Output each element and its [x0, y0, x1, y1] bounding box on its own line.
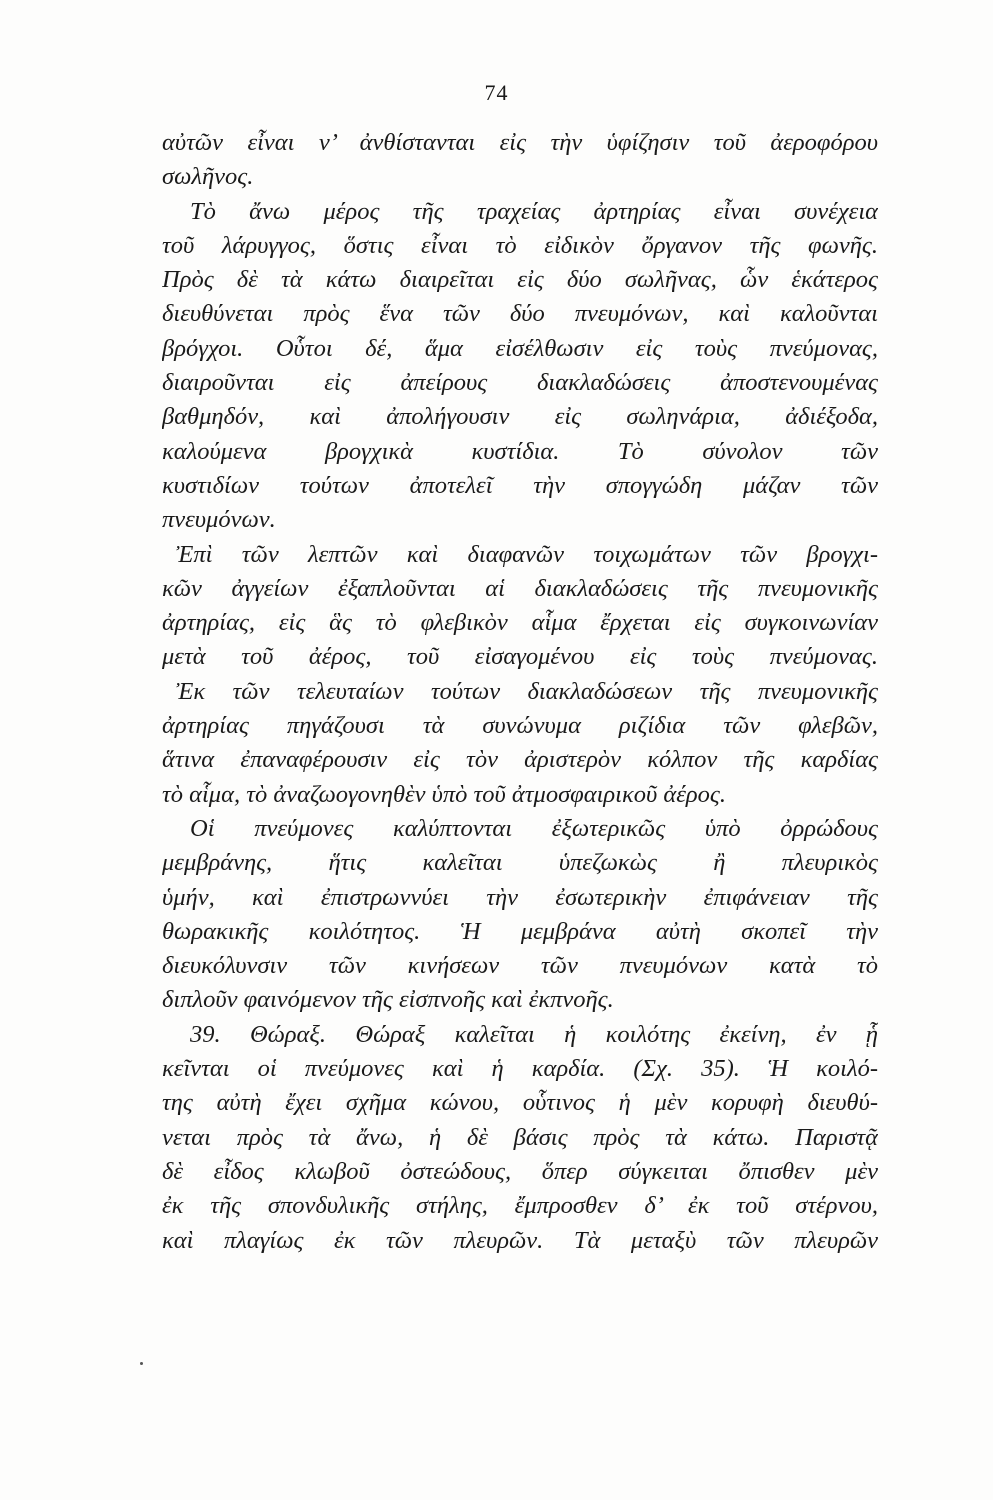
text-line: ὑμήν, καὶ ἐπιστρωννύει τὴν ἐσωτερικὴν ἐπιφάνειαν τῆς — [162, 883, 878, 911]
text-line: αὐτῶν εἶναι ν’ ἀνθίστανται εἰς τὴν ὑφίζησιν τοῦ ἀεροφόρου — [162, 129, 878, 156]
text-line: Τὸ ἄνω μέρος τῆς τραχείας ἀρτηρίας εἶναι συνέχεια — [190, 197, 878, 225]
text-line: ἅτινα ἐπαναφέρουσιν εἰς τὸν ἀριστερὸν κόλπον τῆς καρδίας — [162, 746, 878, 774]
text-line: καλούμενα βρογχικὰ κυστίδια. Τὸ σύνολον τῶν — [162, 437, 878, 465]
text-line: νεται πρὸς τὰ ἄνω, ἡ δὲ βάσις πρὸς τὰ κάτω. Παριστᾷ — [162, 1123, 878, 1151]
text-line: θωρακικῆς κοιλότητος. Ἡ μεμβράνα αὐτὴ σκοπεῖ τὴν — [162, 917, 878, 945]
text-line: ἀρτηρίας, εἰς ἃς τὸ φλεβικὸν αἷμα ἔρχεται εἰς συγκοινωνίαν — [162, 609, 878, 637]
text-line: μεμβράνης, ἥτις καλεῖται ὑπεζωκὼς ἢ πλευρικὸς — [162, 849, 878, 877]
text-line: κῶν ἀγγείων ἐξαπλοῦνται αἱ διακλαδώσεις τῆς πνευμονικῆς — [162, 574, 878, 602]
text-line: διπλοῦν φαινόμενον τῆς εἰσπνοῆς καὶ ἐκπνοῆς. — [162, 986, 614, 1014]
body-text — [162, 126, 878, 1258]
text-line: καὶ πλαγίως ἐκ τῶν πλευρῶν. Τὰ μεταξὺ τῶν πλευρῶν — [162, 1226, 878, 1254]
text-line: Πρὸς δὲ τὰ κάτω διαιρεῖται εἰς δύο σωλῆνας, ὧν ἑκάτερος — [162, 266, 878, 294]
text-line: σωλῆνος. — [162, 163, 254, 191]
text-line: ἐκ τῆς σπονδυλικῆς στήλης, ἔμπροσθεν δ’ ἐκ τοῦ στέρνου, — [162, 1192, 878, 1220]
text-line: Ἐκ τῶν τελευταίων τούτων διακλαδώσεων τῆς πνευμονικῆς — [176, 677, 878, 705]
text-line: Οἱ πνεύμονες καλύπτονται ἐξωτερικῶς ὑπὸ ὀρρώδους — [190, 814, 878, 842]
text-line: διευθύνεται πρὸς ἕνα τῶν δύο πνευμόνων, καὶ καλοῦνται — [162, 300, 878, 328]
text-line: διευκόλυνσιν τῶν κινήσεων τῶν πνευμόνων κατὰ τὸ — [162, 952, 878, 980]
text-line: 39. Θώραξ. Θώραξ καλεῖται ἡ κοιλότης ἐκείνη, ἐν ᾗ — [190, 1020, 878, 1048]
text-line: βαθμηδόν, καὶ ἀπολήγουσιν εἰς σωληνάρια, ἀδιέξοδα, — [162, 403, 878, 431]
text-line: βρόγχοι. Οὗτοι δέ, ἅμα εἰσέλθωσιν εἰς τοὺς πνεύμονας, — [162, 334, 878, 362]
text-line: πνευμόνων. — [162, 506, 276, 534]
page-number: 74 — [484, 80, 509, 105]
text-line: κεῖνται οἱ πνεύμονες καὶ ἡ καρδία. (Σχ. 35). Ἡ κοιλό- — [162, 1055, 878, 1083]
paper-speck — [140, 1362, 143, 1365]
text-line: διαιροῦνται εἰς ἀπείρους διακλαδώσεις ἀποστενουμένας — [162, 369, 878, 397]
text-line: δὲ εἶδος κλωβοῦ ὀστεώδους, ὅπερ σύγκειται ὄπισθεν μὲν — [162, 1157, 878, 1185]
text-line: κυστιδίων τούτων ἀποτελεῖ τὴν σπογγώδη μάζαν τῶν — [162, 471, 878, 499]
text-line: της αὐτὴ ἔχει σχῆμα κώνου, οὗτινος ἡ μὲν κορυφὴ διευθύ- — [162, 1089, 878, 1117]
text-line: τὸ αἷμα, τὸ ἀναζωογονηθὲν ὑπὸ τοῦ ἀτμοσφαιρικοῦ ἀέρος. — [162, 780, 726, 808]
text-line: τοῦ λάρυγγος, ὅστις εἶναι τὸ εἰδικὸν ὄργανον τῆς φωνῆς. — [162, 231, 878, 259]
text-line: ἀρτηρίας πηγάζουσι τὰ συνώνυμα ριζίδια τῶν φλεβῶν, — [162, 712, 878, 740]
text-line: μετὰ τοῦ ἀέρος, τοῦ εἰσαγομένου εἰς τοὺς πνεύμονας. — [162, 643, 878, 671]
text-line: Ἐπὶ τῶν λεπτῶν καὶ διαφανῶν τοιχωμάτων τῶν βρογχι- — [176, 540, 878, 568]
